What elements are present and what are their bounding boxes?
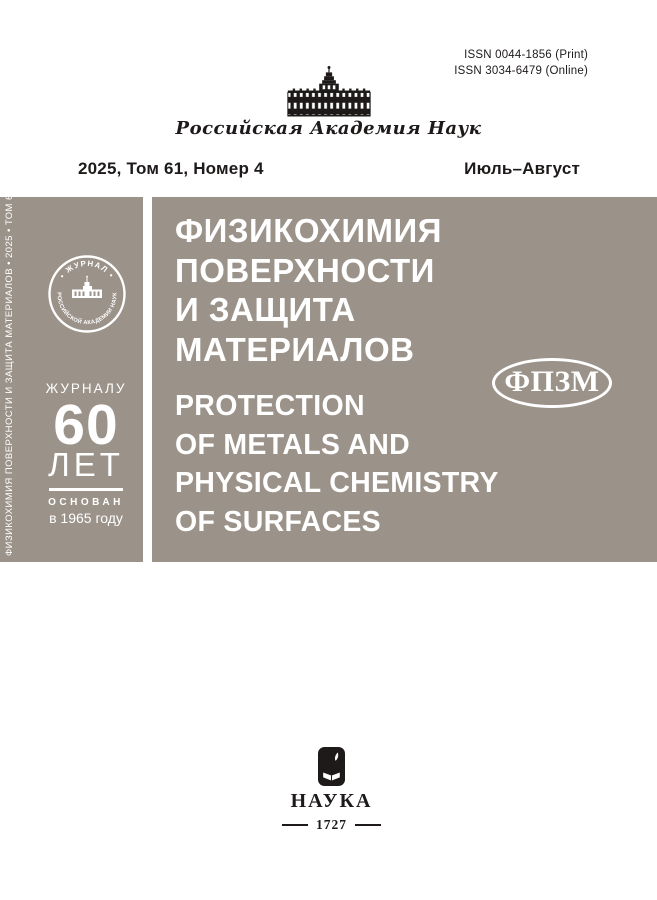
anniversary-divider [49,488,123,491]
journal-title-russian [175,211,442,369]
seal-top-text: • ЖУРНАЛ • [57,258,117,281]
nauka-emblem-icon [318,747,345,786]
ras-emblem [0,64,657,139]
publisher-year: 1727 [316,817,347,832]
publisher-block [3,747,657,833]
publisher-name: НАУКА [290,790,373,812]
title-ru-line: МАТЕРИАЛОВ [175,330,415,368]
title-en-line: PHYSICAL CHEMISTRY [175,467,499,499]
seal-bottom-text: РОССИЙСКОЙ АКАДЕМИИ НАУК [55,292,119,327]
academy-name-script: Российская Академия Наук [175,118,482,139]
year-dash-left [282,824,308,826]
title-panel [152,197,657,562]
year-dash-right [355,824,381,826]
anniversary-label: ЖУРНАЛУ [45,381,127,396]
issn-online: ISSN 3034-6479 (Online) [454,64,588,77]
issue-row [78,159,580,179]
founded-year: в 1965 году [49,509,123,526]
founded-label: ОСНОВАН [48,496,124,508]
journal-title-english [175,387,499,541]
sidebar-panel [0,159,143,562]
issn-print: ISSN 0044-1856 (Print) [464,49,588,61]
title-en-line: PROTECTION [175,390,365,422]
anniversary-unit: ЛЕТ [48,446,124,483]
journal-abbreviation-badge: ФПЗМ [492,358,612,408]
academy-building-icon [280,64,378,118]
issue-info: 2025, Том 61, Номер 4 [78,159,264,178]
anniversary-number: 60 [53,393,119,457]
issue-months: Июль–Август [464,159,580,178]
spine-vertical-text: ФИЗИКОХИМИЯ ПОВЕРХНОСТИ И ЗАЩИТА МАТЕРИАЛОВ • 2025 • ТОМ 61 • № 4 [4,159,15,556]
ras-journal-seal-icon [46,253,128,335]
publisher-year-row [282,817,381,833]
title-ru-line: И ЗАЩИТА [175,291,356,328]
title-ru-line: ПОВЕРХНОСТИ [175,251,435,289]
anniversary-block [30,381,142,526]
title-en-line: OF SURFACES [175,505,381,538]
title-ru-line: ФИЗИКОХИМИЯ [175,212,442,249]
title-en-line: OF METALS AND [175,428,411,461]
